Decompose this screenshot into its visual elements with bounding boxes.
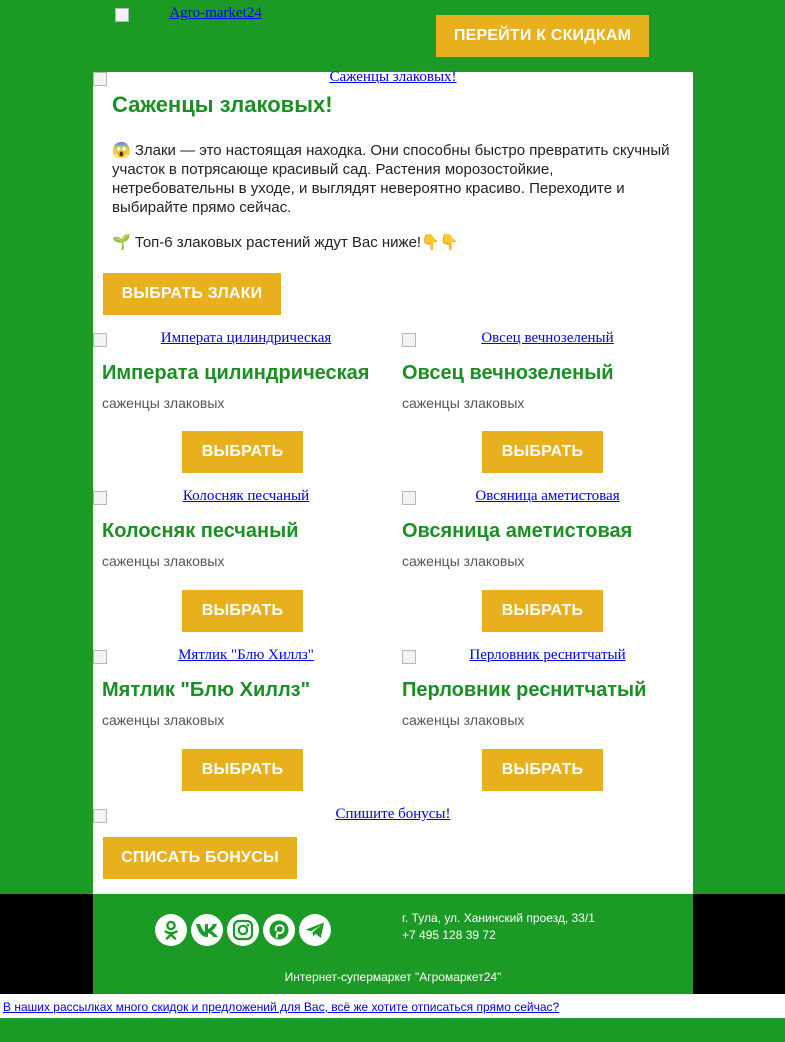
product-subtitle: саженцы злаковых: [402, 395, 525, 411]
banner-alt-text: Саженцы злаковых!: [329, 69, 457, 85]
product-image-alt: Перловник реснитчатый: [469, 647, 626, 663]
product-image-alt: Императа цилиндрическая: [160, 330, 332, 346]
choose-product-button[interactable]: ВЫБРАТЬ: [482, 590, 603, 632]
banner-image[interactable]: [93, 69, 693, 91]
broken-image-icon: [93, 333, 107, 347]
product-title[interactable]: Колосняк песчаный: [102, 520, 299, 542]
product-image[interactable]: [93, 488, 393, 510]
broken-image-icon: [115, 8, 129, 22]
product-card: [93, 647, 393, 793]
choose-product-button[interactable]: ВЫБРАТЬ: [182, 590, 303, 632]
product-card: [393, 330, 693, 476]
main-container: [93, 69, 693, 894]
broken-image-icon: [93, 809, 107, 823]
product-subtitle: саженцы злаковых: [102, 712, 225, 728]
spend-bonuses-button[interactable]: СПИСАТЬ БОНУСЫ: [103, 837, 297, 879]
footer-company: Интернет-супермаркет "Агромаркет24": [284, 970, 502, 984]
product-title[interactable]: Императа цилиндрическая: [102, 362, 370, 384]
choose-product-button[interactable]: ВЫБРАТЬ: [182, 749, 303, 791]
vk-icon[interactable]: [191, 914, 223, 946]
page-title: Саженцы злаковых!: [112, 92, 333, 117]
broken-image-icon: [402, 650, 416, 664]
choose-grains-button[interactable]: ВЫБРАТЬ ЗЛАКИ: [103, 273, 281, 315]
choose-product-button[interactable]: ВЫБРАТЬ: [482, 431, 603, 473]
product-subtitle: саженцы злаковых: [102, 395, 225, 411]
footer-phone[interactable]: +7 495 128 39 72: [402, 928, 496, 942]
product-image[interactable]: [93, 647, 393, 669]
social-links: [155, 914, 331, 946]
unsubscribe-link[interactable]: В наших рассылках много скидок и предложений для Вас, всё же хотите отписаться прямо сейчас?: [3, 1000, 560, 1014]
product-card: [93, 488, 393, 634]
product-title[interactable]: Овсец вечнозеленый: [402, 362, 614, 384]
product-image[interactable]: [402, 647, 693, 669]
product-image[interactable]: [93, 330, 393, 352]
product-title[interactable]: Перловник реснитчатый: [402, 679, 647, 701]
broken-image-icon: [93, 72, 107, 86]
product-title[interactable]: Мятлик "Блю Хиллз": [102, 679, 311, 701]
product-image-alt: Овсяница аметистовая: [475, 488, 620, 504]
footer: [0, 894, 785, 994]
broken-image-icon: [402, 333, 416, 347]
product-card: [393, 647, 693, 793]
choose-product-button[interactable]: ВЫБРАТЬ: [482, 749, 603, 791]
broken-image-icon: [93, 650, 107, 664]
product-image[interactable]: [402, 488, 693, 510]
intro-text: 😱 Злаки — это настоящая находка. Они способны быстро превратить скучный участок в потрясающе красивый сад. Растения морозостойкие, нетребовательны в уходе, и выглядят невероятно красиво. Переходите и выбирайте прямо сейчас.: [112, 142, 670, 216]
odnoklassniki-icon[interactable]: [155, 914, 187, 946]
pinterest-icon[interactable]: [263, 914, 295, 946]
product-subtitle: саженцы злаковых: [402, 553, 525, 569]
instagram-icon[interactable]: [227, 914, 259, 946]
top-line-text: 🌱 Топ-6 злаковых растений ждут Вас ниже!👇👇: [112, 234, 459, 251]
product-image-alt: Колосняк песчаный: [182, 488, 310, 504]
logo-alt-text: Agro-market24: [169, 5, 262, 21]
product-subtitle: саженцы злаковых: [102, 553, 225, 569]
product-subtitle: саженцы злаковых: [402, 712, 525, 728]
bonus-image[interactable]: [93, 806, 693, 828]
broken-image-icon: [93, 491, 107, 505]
product-title[interactable]: Овсяница аметистовая: [402, 520, 633, 542]
product-card: [93, 330, 393, 476]
footer-address: г. Тула, ул. Ханинский проезд, 33/1: [402, 911, 595, 925]
choose-product-button[interactable]: ВЫБРАТЬ: [182, 431, 303, 473]
discount-button[interactable]: ПЕРЕЙТИ К СКИДКАМ: [436, 15, 649, 57]
product-image-alt: Овсец вечнозеленый: [481, 330, 614, 346]
telegram-icon[interactable]: [299, 914, 331, 946]
unsubscribe-bar: [0, 994, 785, 1018]
broken-image-icon: [402, 491, 416, 505]
product-image[interactable]: [402, 330, 693, 352]
bonus-alt-text: Спишите бонусы!: [335, 806, 451, 822]
product-image-alt: Мятлик "Блю Хиллз": [178, 647, 314, 663]
footer-inner: [93, 894, 693, 994]
logo-image[interactable]: [115, 5, 300, 27]
product-card: [393, 488, 693, 634]
